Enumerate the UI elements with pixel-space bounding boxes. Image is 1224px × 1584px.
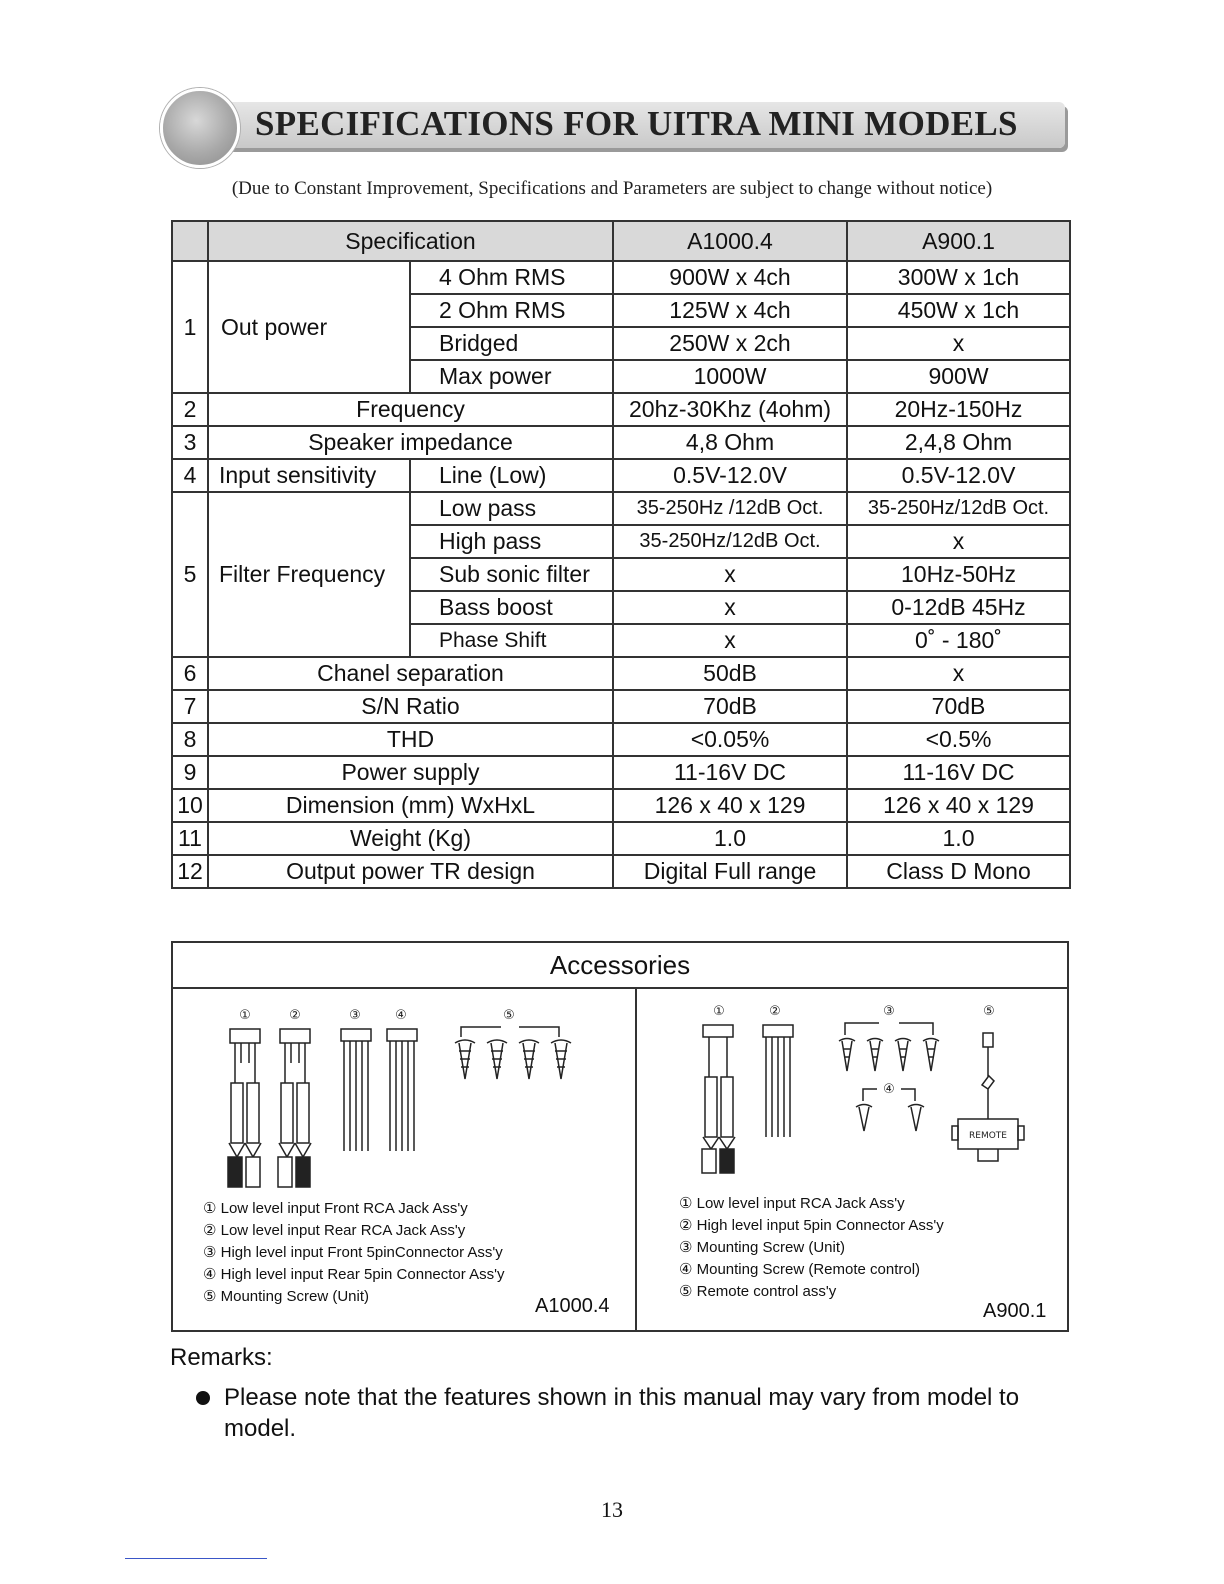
marker-5: ⑤	[503, 1008, 515, 1023]
header-model-2: A900.1	[847, 221, 1070, 261]
row-label: Weight (Kg)	[208, 822, 613, 855]
row-sublabel: Bridged	[410, 327, 613, 360]
row-label: Output power TR design	[208, 855, 613, 888]
a900-model-label: A900.1	[983, 1300, 1047, 1322]
marker-1: ①	[239, 1008, 251, 1023]
row-number: 11	[172, 822, 208, 855]
row-sublabel: Sub sonic filter	[410, 558, 613, 591]
row-sublabel: Phase Shift	[410, 624, 613, 657]
header-model-1: A1000.4	[613, 221, 847, 261]
value-model-2: 0-12dB 45Hz	[847, 591, 1070, 624]
screw-icon	[551, 1040, 571, 1079]
value-model-1: 1000W	[613, 360, 847, 393]
value-model-2: 300W x 1ch	[847, 261, 1070, 294]
marker-4: ④	[883, 1082, 895, 1097]
value-model-1: x	[613, 558, 847, 591]
value-model-1: 4,8 Ohm	[613, 426, 847, 459]
a1000-accessories-illustration	[193, 1001, 613, 1201]
list-item: ② Low level input Rear RCA Jack Ass'y	[203, 1222, 466, 1239]
row-label: Chanel separation	[208, 657, 613, 690]
screw-icon	[519, 1040, 539, 1079]
row-number: 4	[172, 459, 208, 492]
title-disc-decoration	[160, 88, 240, 168]
row-sublabel: High pass	[410, 525, 613, 558]
accessories-divider	[635, 987, 637, 1330]
connector-5pin-icon	[341, 1029, 371, 1151]
a1000-model-label: A1000.4	[535, 1295, 610, 1317]
bullet-dot-icon	[196, 1391, 210, 1405]
value-model-2: x	[847, 525, 1070, 558]
row-label: Input sensitivity	[208, 459, 410, 492]
row-number: 12	[172, 855, 208, 888]
screw-icon	[856, 1105, 872, 1132]
value-model-2: 70dB	[847, 690, 1070, 723]
value-model-1: 126 x 40 x 129	[613, 789, 847, 822]
list-item: ⑤ Remote control ass'y	[679, 1283, 837, 1300]
page-title: SPECIFICATIONS FOR UITRA MINI MODELS	[255, 104, 1018, 143]
table-row	[172, 426, 1070, 459]
row-label: Out power	[208, 261, 410, 393]
list-item: ① Low level input Front RCA Jack Ass'y	[203, 1200, 468, 1217]
row-label: Power supply	[208, 756, 613, 789]
header-number	[172, 221, 208, 261]
table-row	[172, 459, 1070, 492]
value-model-2: 35-250Hz/12dB Oct.	[847, 492, 1070, 525]
row-sublabel: Low pass	[410, 492, 613, 525]
row-label: Filter Frequency	[208, 492, 410, 657]
value-model-1: 35-250Hz/12dB Oct.	[613, 525, 847, 558]
row-sublabel: Max power	[410, 360, 613, 393]
rca-harness-icon	[228, 1029, 261, 1187]
value-model-2: 0˚ - 180˚	[847, 624, 1070, 657]
value-model-1: 250W x 2ch	[613, 327, 847, 360]
connector-5pin-icon	[387, 1029, 417, 1151]
value-model-2: 450W x 1ch	[847, 294, 1070, 327]
a900-accessories-illustration	[653, 995, 1073, 1195]
rca-harness-icon	[278, 1029, 311, 1187]
marker-1: ①	[713, 1004, 725, 1019]
row-number: 3	[172, 426, 208, 459]
screw-icon	[895, 1039, 911, 1072]
change-notice: (Due to Constant Improvement, Specifications and Parameters are subject to change without notice)	[231, 178, 993, 199]
row-number: 8	[172, 723, 208, 756]
value-model-1: 11-16V DC	[613, 756, 847, 789]
header-spec: Specification	[208, 221, 613, 261]
remote-label: REMOTE	[969, 1131, 1007, 1141]
marker-3: ③	[883, 1004, 895, 1019]
marker-4: ④	[395, 1008, 407, 1023]
list-item: ④ High level input Rear 5pin Connector Ass'y	[203, 1266, 505, 1283]
footer-link-line	[125, 1558, 267, 1559]
row-number: 10	[172, 789, 208, 822]
table-row	[172, 492, 1070, 525]
list-item: ⑤ Mounting Screw (Unit)	[203, 1288, 369, 1305]
list-item: ② High level input 5pin Connector Ass'y	[679, 1217, 944, 1234]
row-label: Dimension (mm) WxHxL	[208, 789, 613, 822]
row-number: 5	[172, 492, 208, 657]
a900-accessory-list	[679, 1193, 944, 1303]
remote-control-icon	[952, 1033, 1024, 1161]
remarks-heading: Remarks:	[170, 1344, 273, 1371]
remarks-text: Please note that the features shown in this manual may vary from model to model.	[224, 1384, 1020, 1442]
row-sublabel: 4 Ohm RMS	[410, 261, 613, 294]
value-model-1: 900W x 4ch	[613, 261, 847, 294]
rca-harness-icon	[702, 1025, 735, 1173]
value-model-1: 35-250Hz /12dB Oct.	[613, 492, 847, 525]
table-row	[172, 855, 1070, 888]
screw-icon	[839, 1039, 855, 1072]
accessories-title: Accessories	[173, 943, 1067, 989]
value-model-2: 20Hz-150Hz	[847, 393, 1070, 426]
value-model-2: <0.5%	[847, 723, 1070, 756]
value-model-1: Digital Full range	[613, 855, 847, 888]
list-item: ③ High level input Front 5pinConnector Ass'y	[203, 1244, 503, 1261]
value-model-1: x	[613, 591, 847, 624]
table-row	[172, 657, 1070, 690]
list-item: ③ Mounting Screw (Unit)	[679, 1239, 845, 1256]
value-model-2: x	[847, 657, 1070, 690]
table-row	[172, 789, 1070, 822]
table-row	[172, 723, 1070, 756]
accessories-box	[171, 941, 1069, 1332]
row-number: 9	[172, 756, 208, 789]
row-number: 7	[172, 690, 208, 723]
table-row	[172, 822, 1070, 855]
marker-2: ②	[769, 1004, 781, 1019]
connector-5pin-icon	[763, 1025, 793, 1137]
value-model-2: 2,4,8 Ohm	[847, 426, 1070, 459]
table-row	[172, 261, 1070, 294]
value-model-1: 20hz-30Khz (4ohm)	[613, 393, 847, 426]
table-row	[172, 756, 1070, 789]
marker-3: ③	[349, 1008, 361, 1023]
screw-icon	[487, 1040, 507, 1079]
screw-icon	[867, 1039, 883, 1072]
value-model-2: 126 x 40 x 129	[847, 789, 1070, 822]
row-number: 1	[172, 261, 208, 393]
screw-icon	[455, 1040, 475, 1079]
value-model-2: 11-16V DC	[847, 756, 1070, 789]
value-model-1: <0.05%	[613, 723, 847, 756]
value-model-1: 70dB	[613, 690, 847, 723]
row-label: S/N Ratio	[208, 690, 613, 723]
marker-2: ②	[289, 1008, 301, 1023]
value-model-1: 1.0	[613, 822, 847, 855]
screw-icon	[908, 1105, 924, 1132]
value-model-2: 10Hz-50Hz	[847, 558, 1070, 591]
a1000-accessory-list	[203, 1198, 504, 1308]
value-model-1: 0.5V-12.0V	[613, 459, 847, 492]
value-model-1: 50dB	[613, 657, 847, 690]
row-label: Speaker impedance	[208, 426, 613, 459]
row-number: 2	[172, 393, 208, 426]
spec-table	[171, 220, 1071, 889]
page-number: 13	[601, 1497, 623, 1522]
value-model-2: 900W	[847, 360, 1070, 393]
row-sublabel: Bass boost	[410, 591, 613, 624]
table-row	[172, 690, 1070, 723]
row-sublabel: 2 Ohm RMS	[410, 294, 613, 327]
value-model-1: 125W x 4ch	[613, 294, 847, 327]
value-model-1: x	[613, 624, 847, 657]
value-model-2: x	[847, 327, 1070, 360]
value-model-2: 0.5V-12.0V	[847, 459, 1070, 492]
marker-5: ⑤	[983, 1004, 995, 1019]
screw-icon	[923, 1039, 939, 1072]
table-header-row	[172, 221, 1070, 261]
row-label: Frequency	[208, 393, 613, 426]
title-banner	[160, 96, 1065, 156]
list-item: ④ Mounting Screw (Remote control)	[679, 1261, 921, 1278]
remarks-bullet	[196, 1382, 1076, 1444]
row-sublabel: Line (Low)	[410, 459, 613, 492]
row-number: 6	[172, 657, 208, 690]
list-item: ① Low level input RCA Jack Ass'y	[679, 1195, 905, 1212]
value-model-2: Class D Mono	[847, 855, 1070, 888]
table-row	[172, 393, 1070, 426]
row-label: THD	[208, 723, 613, 756]
value-model-2: 1.0	[847, 822, 1070, 855]
